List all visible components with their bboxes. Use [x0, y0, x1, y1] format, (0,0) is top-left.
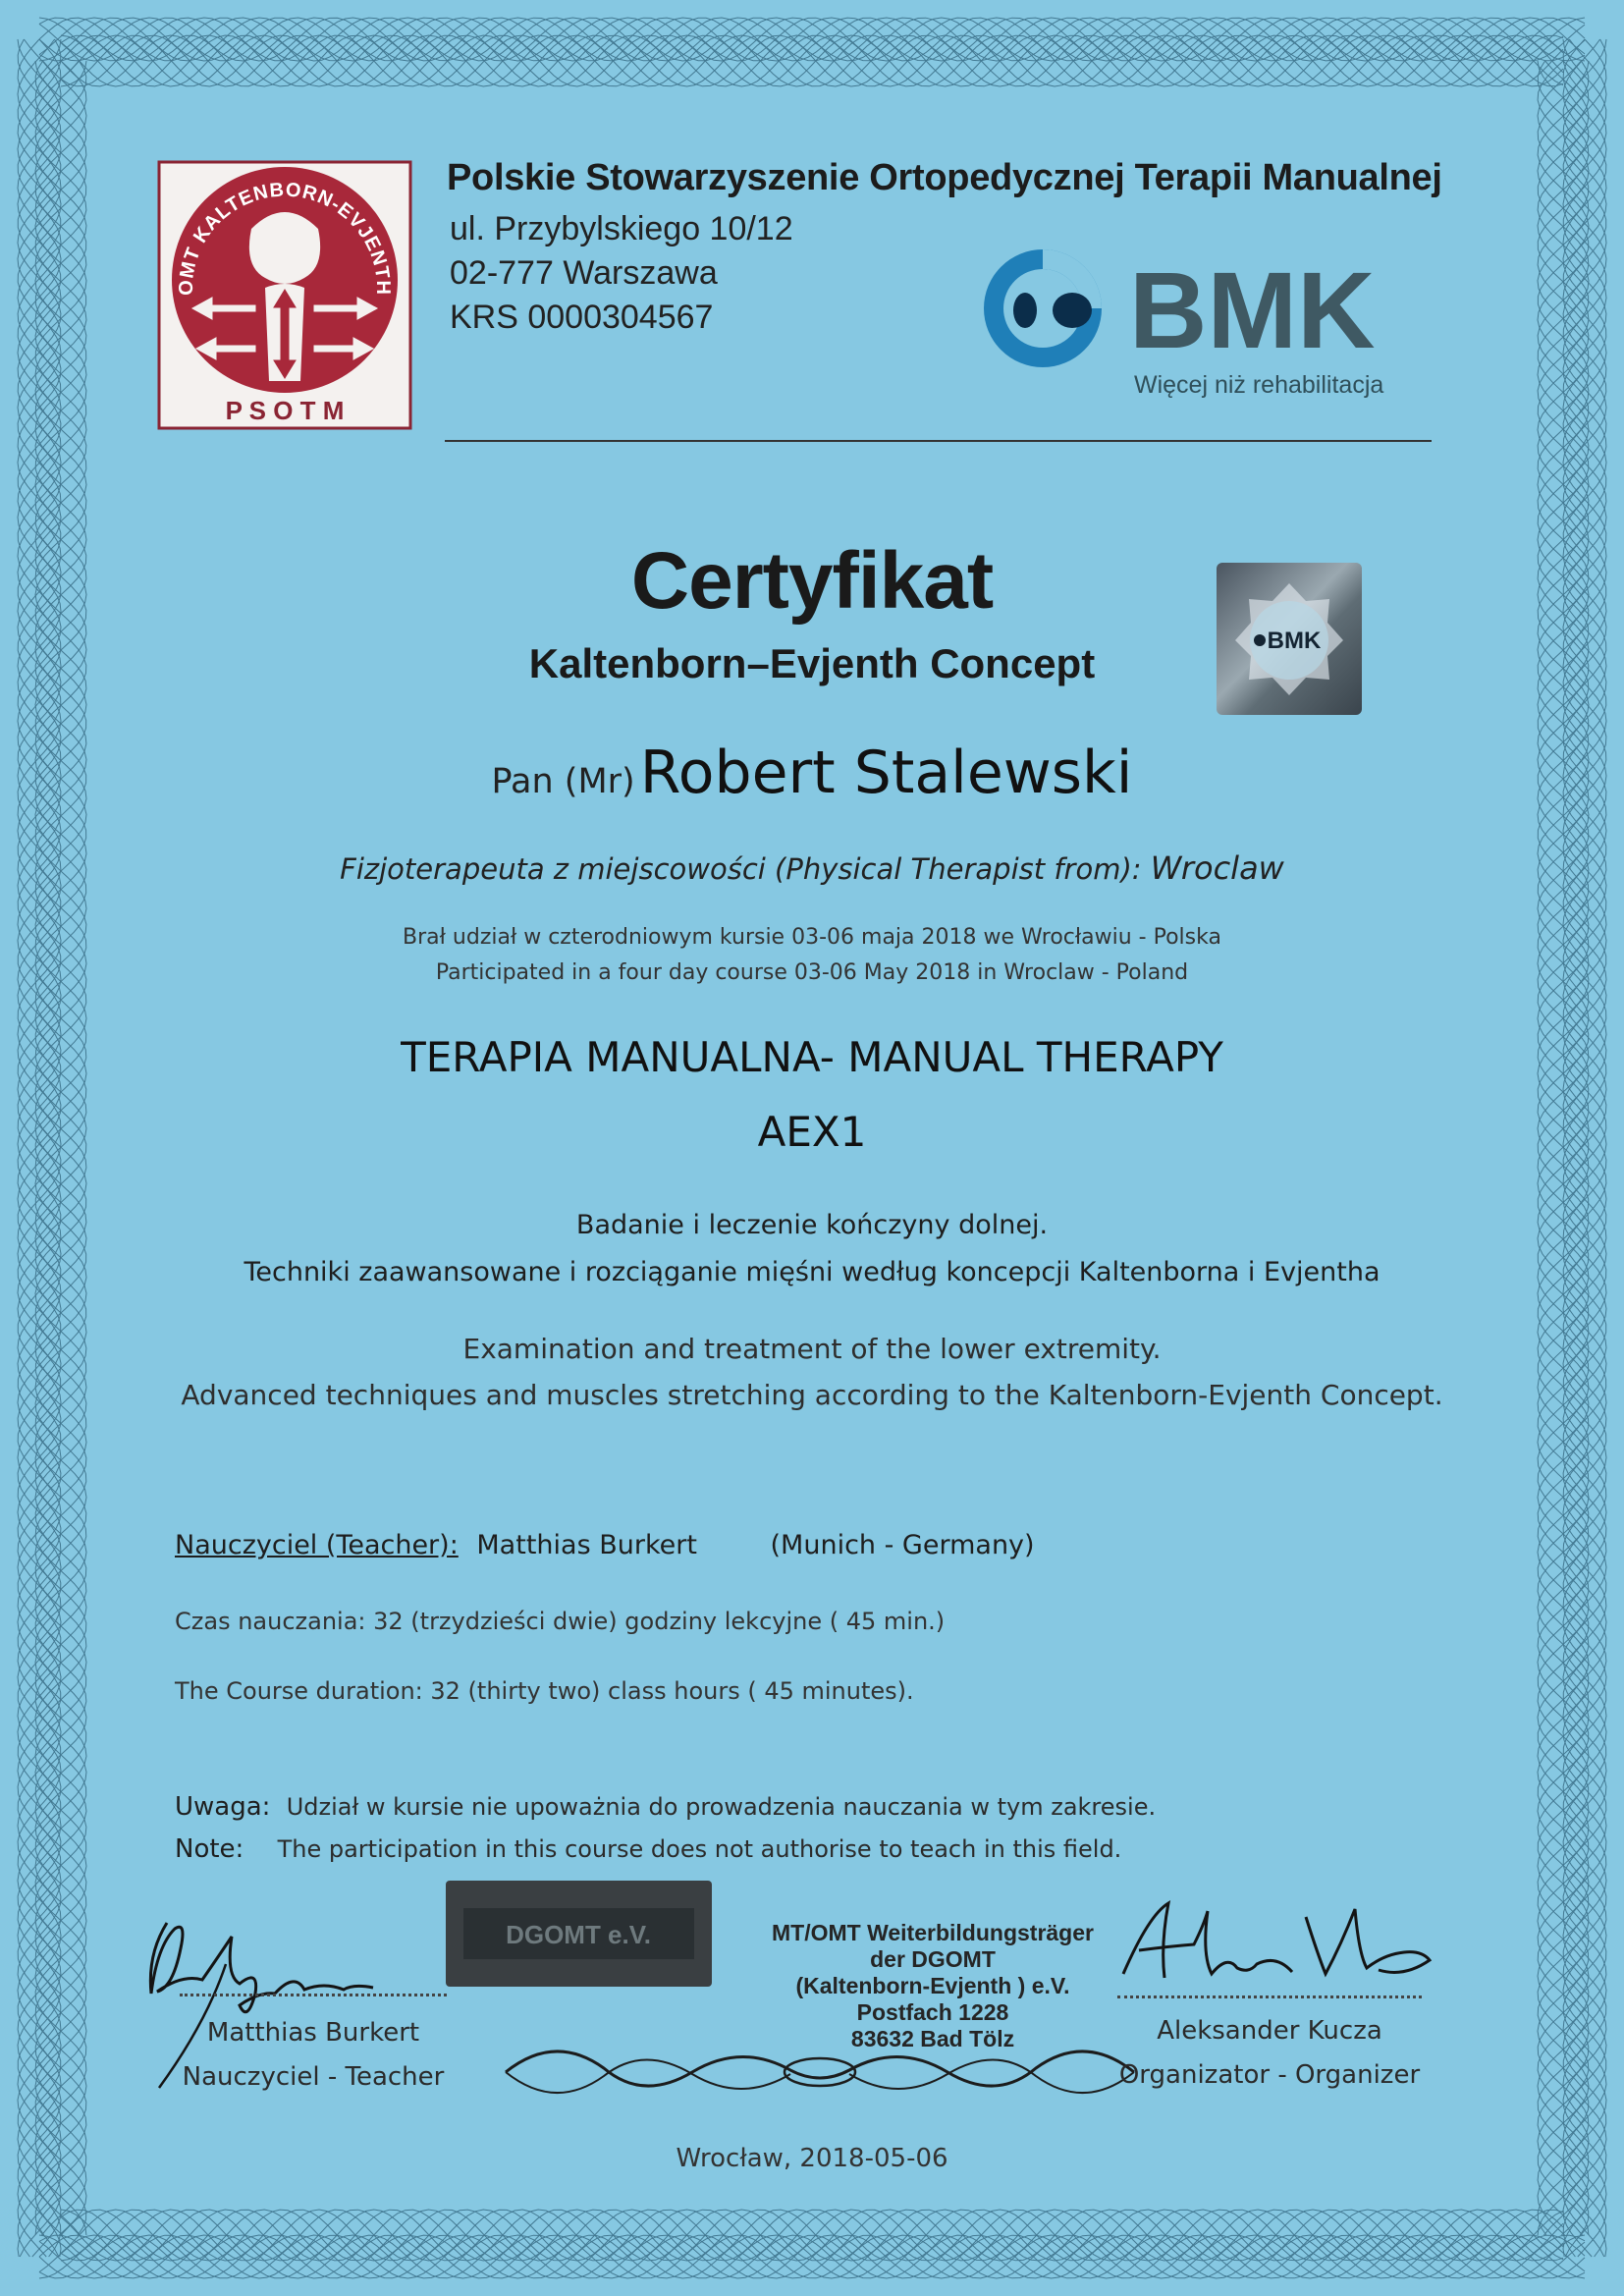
bmk-logo: [982, 244, 1434, 371]
bmk-wordmark: BMK: [1129, 250, 1376, 371]
bmk-slogan: Więcej niż rehabilitacja: [1134, 371, 1384, 399]
stamp-line-3: (Kaltenborn-Evjenth ) e.V.: [795, 1973, 1070, 1998]
description-en-2: Advanced techniques and muscles stretching according to the Kaltenborn-Evjenth Concept.: [181, 1379, 1443, 1411]
stamp-line-5: 83632 Bad Tölz: [850, 2026, 1015, 2051]
psotm-arc-text: OMT KALTENBORN-EVJENTH: [175, 179, 395, 296]
teacher-signature: [137, 1886, 393, 2092]
teacher-location: (Munich - Germany): [770, 1530, 1035, 1560]
recipient-line: [0, 738, 1624, 807]
address-street: ul. Przybylskiego 10/12: [450, 210, 793, 247]
participation-pl: Brał udział w czterodniowym kursie 03-06 maja 2018 we Wrocławiu - Polska: [403, 925, 1221, 950]
course-title: TERAPIA MANUALNA- MANUAL THERAPY: [401, 1033, 1223, 1081]
note-pl-text: Udział w kursie nie upoważnia do prowadzenia nauczania w tym zakresie.: [286, 1793, 1157, 1821]
psotm-bottom-text: P S O T M: [225, 396, 345, 425]
duration-en: The Course duration: 32 (thirty two) class hours ( 45 minutes).: [175, 1677, 914, 1705]
teacher-label: Nauczyciel (Teacher):: [175, 1530, 459, 1560]
organizer-signature: [1110, 1895, 1434, 1994]
psotm-logo: [157, 160, 412, 430]
note-en-text: The participation in this course does not authorise to teach in this field.: [277, 1835, 1122, 1863]
teacher-signature-line: [180, 1994, 447, 1996]
address-city: 02-777 Warszawa: [450, 254, 718, 292]
description-pl-2: Techniki zaawansowane i rozciąganie mięśni według koncepcji Kaltenborna i Evjentha: [244, 1257, 1380, 1287]
note-en-label: Note:: [175, 1834, 244, 1864]
dgomt-stamp: [444, 1879, 714, 1989]
origin-city: Wroclaw: [1150, 849, 1284, 887]
issue-date: Wrocław, 2018-05-06: [676, 2144, 948, 2173]
organizer-signature-role: Organizator - Organizer: [1118, 2060, 1421, 2090]
teacher-signature-role: Nauczyciel - Teacher: [182, 2062, 445, 2092]
teacher-name: Matthias Burkert: [476, 1530, 697, 1560]
origin-label: Fizjoterapeuta z miejscowości (Physical Therapist from):: [340, 852, 1142, 886]
certificate-subtitle: Kaltenborn–Evjenth Concept: [528, 640, 1096, 686]
origin-line: [0, 849, 1624, 887]
participation-en: Participated in a four day course 03-06 May 2018 in Wroclaw - Poland: [435, 960, 1189, 985]
description-en-1: Examination and treatment of the lower extremity.: [462, 1333, 1162, 1365]
teacher-signature-name: Matthias Burkert: [206, 2018, 420, 2048]
stamp-line-4: Postfach 1228: [856, 1999, 1009, 2025]
note-pl-label: Uwaga:: [175, 1792, 271, 1822]
description-pl-1: Badanie i leczenie kończyny dolnej.: [575, 1210, 1049, 1240]
dgomt-stamp-text: DGOMT e.V.: [506, 1920, 651, 1949]
ornamental-flourish: [496, 2023, 1144, 2121]
note-pl: [175, 1792, 1156, 1822]
stamp-line-1: MT/OMT Weiterbildungsträger: [772, 1920, 1094, 1945]
teacher-row: [175, 1530, 1035, 1560]
stamp-line-2: der DGOMT: [870, 1946, 996, 1972]
organizer-signature-line: [1117, 1995, 1422, 1998]
recipient-name: Robert Stalewski: [639, 738, 1133, 807]
organizer-signature-name: Aleksander Kucza: [1157, 2016, 1382, 2046]
certificate-title: Certyfikat: [630, 536, 994, 626]
course-code: AEX1: [757, 1108, 867, 1156]
krs-number: KRS 0000304567: [450, 299, 714, 336]
hologram-text: BMK: [1267, 628, 1322, 654]
organization-name: Polskie Stowarzyszenie Ortopedycznej Terapii Manualnej: [447, 157, 1442, 198]
note-en: [175, 1834, 1121, 1864]
header-divider: [445, 440, 1432, 442]
recipient-prefix: Pan (Mr): [491, 762, 635, 801]
duration-pl: Czas nauczania: 32 (trzydzieści dwie) godziny lekcyjne ( 45 min.): [175, 1608, 946, 1635]
